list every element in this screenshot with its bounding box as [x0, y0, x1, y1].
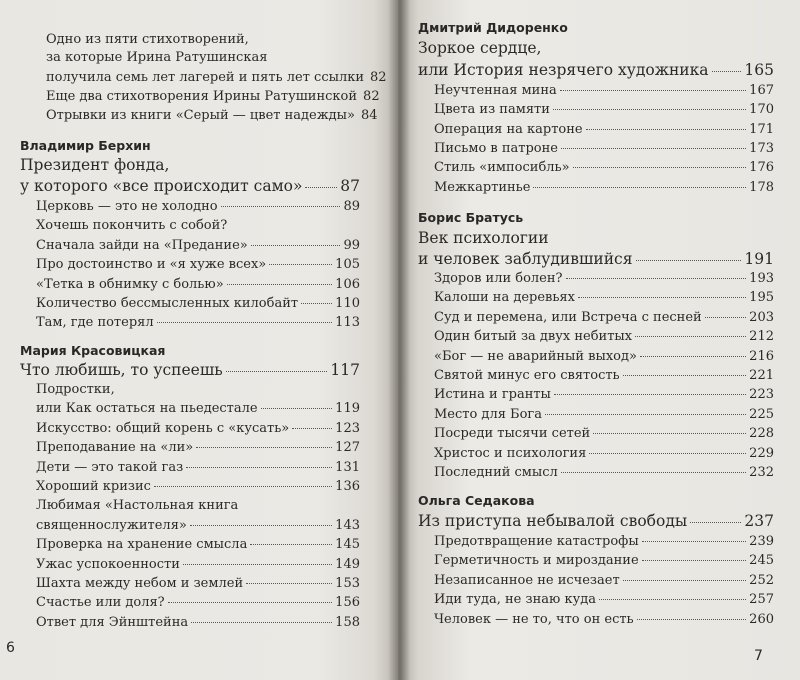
toc-entry-text: Еще два стихотворения Ирины Ратушинской: [46, 89, 358, 104]
toc-entry: [434, 180, 774, 195]
toc-entry: [434, 407, 774, 422]
toc-entry-page: 212: [749, 329, 774, 345]
toc-entry: [434, 122, 774, 137]
toc-entry: [434, 387, 774, 402]
toc-entry: [434, 329, 774, 344]
toc-entry: [36, 382, 360, 397]
toc-entry-page: 110: [335, 296, 360, 311]
essay-title-line-text: и человек заблудившийся: [418, 250, 633, 268]
toc-entry-leader: [269, 264, 332, 265]
toc-entry-page: 167: [749, 83, 774, 98]
toc-entry-leader: [586, 129, 747, 130]
toc-entry-text: Церковь — это не холодно: [36, 199, 218, 214]
toc-entry-page: 239: [749, 534, 774, 549]
toc-entry-leader: [561, 148, 746, 149]
toc-entry-leader: [533, 187, 746, 188]
toc-entry-page: 252: [749, 572, 774, 588]
toc-entry-page: 106: [335, 276, 360, 292]
toc-entry-text: Там, где потерял: [36, 315, 154, 331]
toc-entry-text: Истина и гранты: [434, 387, 551, 403]
essay-title-line-leader: [305, 187, 337, 188]
toc-entry-page: 245: [749, 553, 774, 569]
toc-entry-leader: [250, 544, 332, 545]
toc-entry: [36, 257, 360, 272]
author-name: Владимир Берхин: [20, 138, 151, 153]
toc-entry-text: или Как остаться на пьедестале: [36, 401, 258, 417]
toc-entry-text: Хочешь покончить с собой?: [36, 218, 228, 234]
essay-title-line-leader: [636, 260, 742, 261]
toc-entry-page: 195: [749, 290, 774, 306]
toc-entry-text: Предотвращение катастрофы: [434, 534, 639, 549]
toc-entry: [46, 108, 378, 123]
toc-entry-page: 232: [749, 465, 774, 480]
essay-title-line: [418, 61, 774, 79]
toc-entry-leader: [561, 472, 746, 473]
toc-entry-leader: [554, 394, 746, 395]
toc-entry-leader: [183, 564, 332, 565]
toc-entry: [36, 199, 360, 214]
toc-entry: [36, 440, 360, 455]
toc-entry-text: «Бог — не аварийный выход»: [434, 348, 637, 364]
toc-entry: [434, 141, 774, 156]
toc-entry-leader: [221, 206, 341, 207]
essay-title-line-page: 165: [744, 61, 774, 79]
toc-entry-text: Святой минус его святость: [434, 368, 620, 383]
toc-entry-text: Отрывки из книги «Серый — цвет надежды»: [46, 108, 355, 123]
toc-entry-page: 257: [749, 592, 774, 608]
toc-entry: [36, 296, 360, 311]
toc-entry: [434, 83, 774, 98]
toc-entry-leader: [545, 414, 746, 415]
toc-entry-leader: [190, 525, 332, 526]
toc-entry-text: Здоров или болен?: [434, 271, 563, 286]
toc-entry-text: Суд и перемена, или Встреча с песней: [434, 309, 702, 325]
toc-entry-leader: [168, 602, 333, 603]
essay-title-line-page: 117: [330, 361, 360, 379]
essay-title-line: [20, 177, 360, 195]
toc-entry-page: 221: [749, 368, 774, 383]
toc-entry-text: Ужас успокоенности: [36, 556, 180, 572]
toc-entry-leader: [593, 433, 746, 434]
toc-entry: [46, 70, 387, 85]
book-gutter: [388, 0, 410, 680]
toc-entry-page: 229: [749, 445, 774, 461]
toc-entry-text: Преподавание на «ли»: [36, 440, 194, 456]
toc-entry-page: 136: [335, 479, 360, 494]
toc-entry: [434, 553, 774, 568]
toc-entry: [36, 518, 360, 533]
toc-entry-page: 145: [335, 537, 360, 553]
toc-entry-text: Подростки,: [36, 382, 115, 397]
toc-entry: [434, 573, 774, 588]
author-name: Мария Красовицкая: [20, 343, 166, 358]
toc-entry-page: 123: [335, 420, 360, 436]
toc-entry-leader: [292, 428, 332, 429]
toc-entry-page: 153: [335, 576, 360, 591]
toc-entry: [36, 595, 360, 610]
toc-entry: [36, 421, 360, 436]
toc-entry-leader: [553, 109, 746, 110]
toc-entry-page: 158: [335, 614, 360, 630]
toc-entry-text: Письмо в патроне: [434, 140, 558, 156]
essay-title-line-page: 87: [340, 177, 360, 195]
toc-entry-leader: [642, 560, 747, 561]
toc-entry-leader: [637, 619, 747, 620]
toc-line: за которые Ирина Ратушинская: [46, 50, 268, 65]
toc-entry: [434, 592, 774, 607]
essay-title-line-text: Из приступа небывалой свободы: [418, 512, 688, 530]
toc-entry-page: 105: [335, 257, 360, 273]
toc-entry-leader: [623, 580, 747, 581]
essay-title-line-leader: [226, 371, 328, 372]
toc-entry: [36, 576, 360, 591]
toc-entry: [36, 557, 360, 572]
left-page: [0, 0, 398, 680]
toc-entry: [36, 537, 360, 552]
toc-entry: [434, 465, 774, 480]
toc-entry-leader: [157, 322, 333, 323]
toc-entry-page: 84: [360, 108, 378, 123]
toc-entry-text: Про достоинство и «я хуже всех»: [36, 257, 267, 273]
toc-entry-leader: [251, 245, 341, 246]
toc-entry-text: Хороший кризис: [36, 479, 151, 494]
toc-entry-leader: [566, 278, 747, 279]
toc-entry-text: Последний смысл: [434, 465, 558, 480]
toc-entry-page: 82: [370, 70, 387, 85]
essay-title: Зоркое сердце,: [418, 39, 542, 57]
toc-entry-text: Шахта между небом и землей: [36, 576, 244, 591]
toc-entry-text: Калоши на деревьях: [434, 290, 575, 306]
toc-entry-page: 113: [335, 315, 360, 331]
toc-entry: [434, 310, 774, 325]
toc-line: Одно из пяти стихотворений,: [46, 32, 249, 47]
toc-entry-leader: [640, 356, 746, 357]
toc-entry-leader: [246, 583, 332, 584]
toc-entry-leader: [186, 467, 332, 468]
toc-entry-text: Иди туда, не знаю куда: [434, 592, 596, 608]
toc-entry-text: получила семь лет лагерей и пять лет ссылки: [46, 70, 364, 85]
toc-entry-page: 82: [363, 89, 380, 104]
toc-entry-leader: [573, 167, 747, 168]
toc-entry-page: 223: [749, 387, 774, 403]
toc-entry-leader: [191, 622, 332, 623]
toc-entry: [36, 498, 360, 513]
toc-entry-page: 216: [749, 348, 774, 364]
toc-entry-text: Незаписанное не исчезает: [434, 572, 620, 588]
toc-entry-text: Счастье или доля?: [36, 595, 165, 611]
toc-entry-text: священнослужителя»: [36, 517, 187, 533]
essay-title: Президент фонда,: [20, 156, 170, 174]
toc-entry-text: Неучтенная мина: [434, 83, 557, 98]
toc-entry-text: Операция на картоне: [434, 121, 583, 137]
toc-entry-page: 173: [749, 140, 774, 156]
toc-entry-text: Любимая «Настольная книга: [36, 498, 239, 514]
toc-entry-leader: [705, 317, 746, 318]
toc-entry-page: 171: [749, 121, 774, 137]
toc-entry-leader: [589, 453, 746, 454]
toc-entry-leader: [623, 375, 747, 376]
page-number: 7: [754, 648, 763, 664]
toc-entry-text: Один битый за двух небитых: [434, 329, 633, 345]
toc-entry-text: Место для Бога: [434, 406, 542, 422]
essay-title-line: [20, 361, 360, 379]
toc-entry-page: 203: [749, 309, 774, 325]
toc-entry-leader: [635, 336, 746, 337]
toc-entry-leader: [578, 297, 746, 298]
toc-entry-page: 178: [749, 179, 774, 195]
toc-entry-text: Сначала зайди на «Предание»: [36, 237, 248, 253]
essay-title-line-leader: [712, 71, 742, 72]
toc-entry-page: 260: [749, 611, 774, 627]
toc-entry: [434, 349, 774, 364]
toc-entry-text: Человек — не то, что он есть: [434, 611, 634, 627]
toc-entry-page: 127: [335, 440, 360, 456]
essay-title-line: [418, 512, 774, 530]
toc-entry-leader: [599, 599, 746, 600]
toc-entry-text: Искусство: общий корень с «кусать»: [36, 420, 290, 436]
essay-title-line: [418, 250, 774, 268]
essay-title-line-page: 191: [744, 250, 774, 268]
toc-entry-leader: [196, 447, 332, 448]
toc-entry: [434, 368, 774, 383]
toc-entry: [46, 89, 380, 104]
toc-entry-page: 119: [335, 401, 360, 417]
toc-entry: [36, 401, 360, 416]
toc-entry-leader: [642, 541, 747, 542]
toc-entry-page: 228: [749, 426, 774, 442]
toc-entry-text: Цвета из памяти: [434, 102, 550, 118]
toc-entry-text: Посреди тысячи сетей: [434, 426, 591, 442]
author-name: Борис Братусь: [418, 210, 524, 225]
essay-title-line-text: у которого «все происходит само»: [20, 177, 303, 195]
toc-entry-page: 131: [335, 459, 360, 475]
toc-entry: [434, 612, 774, 627]
toc-entry-page: 143: [335, 517, 360, 533]
right-page: [398, 0, 800, 680]
toc-entry: [434, 534, 774, 549]
essay-title-line-text: Что любишь, то успеешь: [20, 361, 223, 379]
toc-entry: [434, 290, 774, 305]
toc-entry: [36, 218, 360, 233]
toc-entry: [434, 271, 774, 286]
essay-title-line-leader: [690, 522, 741, 523]
toc-entry-leader: [301, 303, 332, 304]
author-name: Ольга Седакова: [418, 493, 535, 508]
toc-entry-leader: [560, 90, 746, 91]
toc-entry-text: Стиль «импосибль»: [434, 160, 570, 176]
essay-title: Век психологии: [418, 229, 549, 247]
toc-entry-page: 170: [749, 102, 774, 118]
toc-entry: [36, 238, 360, 253]
toc-entry: [434, 426, 774, 441]
essay-title-line-page: 237: [744, 512, 774, 530]
toc-entry-text: «Тетка в обнимку с болью»: [36, 276, 224, 292]
toc-entry: [434, 160, 774, 175]
toc-entry-leader: [227, 284, 333, 285]
page-number: 6: [6, 640, 15, 656]
toc-entry: [36, 479, 360, 494]
toc-entry-leader: [261, 408, 333, 409]
toc-entry: [36, 615, 360, 630]
toc-entry-text: Дети — это такой газ: [36, 459, 184, 475]
toc-entry-page: 225: [749, 406, 774, 422]
toc-entry-page: 156: [335, 595, 360, 611]
toc-entry-text: Ответ для Эйнштейна: [36, 614, 189, 630]
toc-entry-page: 99: [343, 237, 360, 253]
toc-entry-page: 89: [343, 199, 360, 214]
essay-title-line-text: или История незрячего художника: [418, 61, 709, 79]
toc-entry: [36, 315, 360, 330]
toc-entry-text: Герметичность и мироздание: [434, 553, 639, 569]
toc-entry-page: 193: [749, 271, 774, 286]
toc-entry: [434, 102, 774, 117]
toc-entry-page: 149: [335, 556, 360, 572]
toc-entry: [36, 277, 360, 292]
toc-entry-text: Проверка на хранение смысла: [36, 537, 248, 553]
toc-entry: [36, 460, 360, 475]
toc-entry: [434, 446, 774, 461]
author-name: Дмитрий Дидоренко: [418, 20, 568, 35]
toc-entry-page: 176: [749, 160, 774, 176]
toc-entry-text: Христос и психология: [434, 445, 587, 461]
toc-entry-text: Количество бессмысленных килобайт: [36, 296, 299, 311]
toc-entry-leader: [154, 486, 332, 487]
toc-entry-text: Межкартинье: [434, 179, 531, 195]
